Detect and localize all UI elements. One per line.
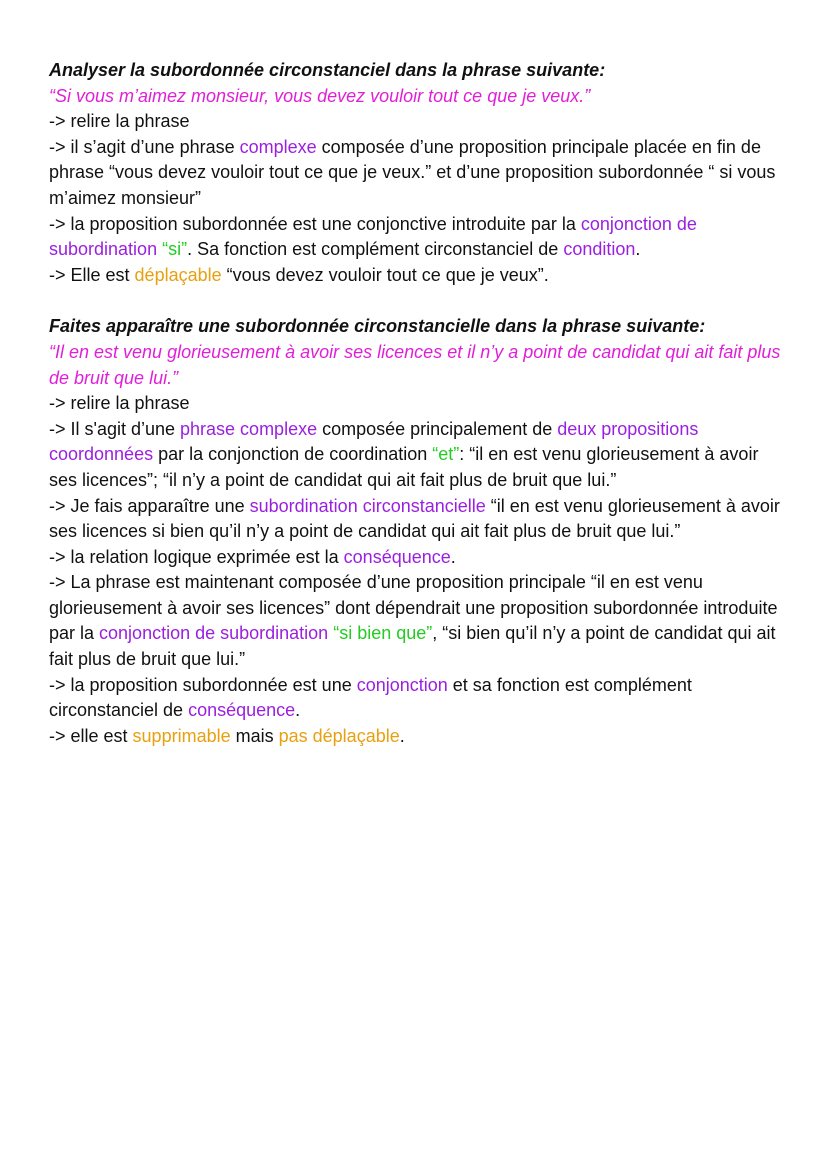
step-line: -> relire la phrase bbox=[49, 393, 190, 414]
highlight-term: “si bien que” bbox=[333, 623, 433, 644]
highlight-term: conjonction de subordination bbox=[99, 623, 329, 644]
spacer bbox=[49, 288, 788, 314]
step-line: -> La phrase est maintenant composée d’une proposition principale “il en est venu glorieusement à avoir ses licences” dont dépendrait une proposition subordonnée introduite par la conjonction de subordination “si bien que”, “si bien qu’il n’y a point de candidat qui ait fait plus de bruit que lui.” bbox=[49, 572, 778, 670]
highlight-term: subordination circonstancielle bbox=[249, 495, 486, 516]
highlight-term: “et” bbox=[432, 444, 460, 465]
step-line: -> relire la phrase bbox=[49, 111, 190, 132]
step-line: -> elle est supprimable mais pas déplaçable. bbox=[49, 725, 405, 746]
section-transformation bbox=[49, 314, 788, 749]
step-line: -> Je fais apparaître une subordination circonstancielle “il en est venu glorieusement à avoir ses licences si bien qu’il n’y a point de candidat qui ait fait plus de bruit que lui.” bbox=[49, 495, 780, 542]
question-heading: Analyser la subordonnée circonstanciel dans la phrase suivante: bbox=[49, 60, 606, 80]
highlight-term: deux propositions coordonnées bbox=[49, 418, 699, 465]
quoted-sentence: “Si vous m’aimez monsieur, vous devez vouloir tout ce que je veux.” bbox=[49, 85, 591, 106]
step-line: -> Il s'agit d’une phrase complexe composée principalement de deux propositions coordonnées par la conjonction de coordination “et”: “il en est venu glorieusement à avoir ses licences”; “il n’y a point de candidat qui ait fait plus de bruit que lui.” bbox=[49, 418, 759, 490]
question-heading: Faites apparaître une subordonnée circonstancielle dans la phrase suivante: bbox=[49, 316, 706, 337]
highlight-term: complexe bbox=[239, 136, 317, 157]
step-line: -> la proposition subordonnée est une conjonctive introduite par la conjonction de subordination “si”. Sa fonction est complément circonstanciel de condition. bbox=[49, 213, 697, 260]
step-line: -> il s’agit d’une phrase complexe composée d’une proposition principale placée en fin de phrase “vous devez vouloir tout ce que je veux.” et d’une proposition subordonnée “ si vous m’aimez monsieur” bbox=[49, 136, 776, 208]
highlight-term: condition bbox=[563, 239, 636, 260]
step-line: -> la proposition subordonnée est une conjonction et sa fonction est complément circonstanciel de conséquence. bbox=[49, 674, 692, 721]
step-line: -> Elle est déplaçable “vous devez vouloir tout ce que je veux”. bbox=[49, 264, 549, 285]
highlight-term: conjonction de subordination bbox=[49, 213, 697, 260]
highlight-term: “si” bbox=[162, 239, 188, 260]
highlight-term: supprimable bbox=[132, 725, 231, 746]
highlight-term: déplaçable bbox=[134, 264, 222, 285]
quoted-sentence: “Il en est venu glorieusement à avoir ses licences et il n’y a point de candidat qui ait fait plus de bruit que lui.” bbox=[49, 341, 781, 388]
step-line: -> la relation logique exprimée est la conséquence. bbox=[49, 546, 456, 567]
highlight-term: conséquence bbox=[343, 546, 451, 567]
highlight-term: conjonction bbox=[356, 674, 448, 695]
highlight-term: conséquence bbox=[188, 700, 296, 721]
highlight-term: phrase complexe bbox=[180, 418, 318, 439]
highlight-term: pas déplaçable bbox=[278, 725, 400, 746]
section-analyse bbox=[49, 58, 788, 288]
